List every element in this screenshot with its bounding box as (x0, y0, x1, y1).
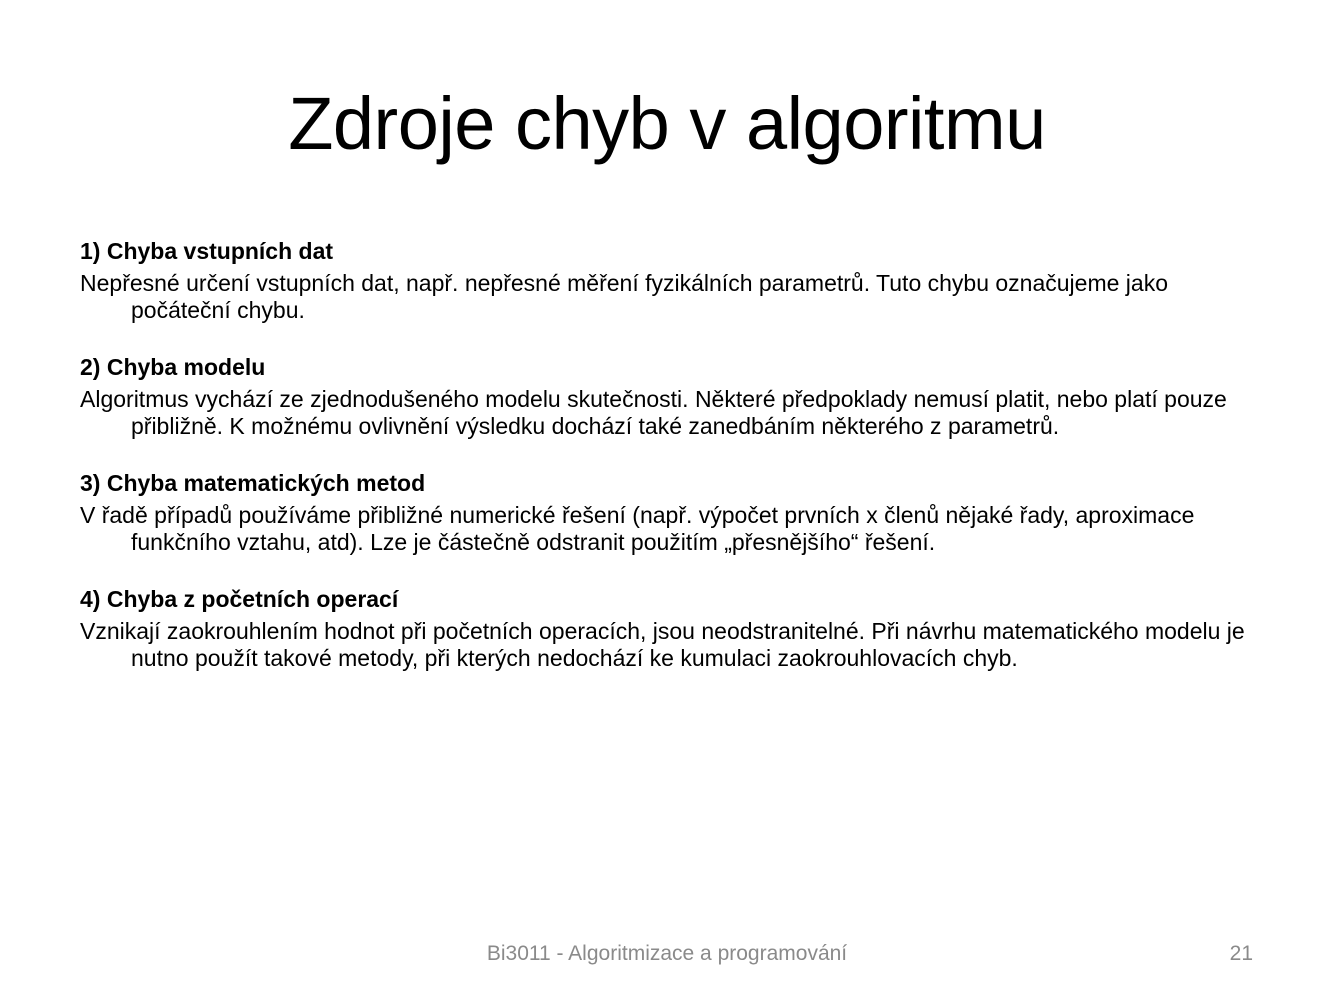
section-body: V řadě případů používáme přibližné numerické řešení (např. výpočet prvních x členů nějaké řady, aproximace funkčního vztahu, atd). Lze je částečně odstranit použitím „přesnějšího“ řešení. (80, 502, 1195, 555)
section-model-error (80, 352, 1260, 440)
section-heading: 4) Chyba z početních operací (80, 586, 399, 612)
section-body: Nepřesné určení vstupních dat, např. nepřesné měření fyzikálních parametrů. Tuto chybu označujeme jako počáteční chybu. (80, 270, 1168, 323)
section-computation-error (80, 584, 1260, 672)
page-number: 21 (1229, 942, 1253, 965)
slide-title: Zdroje chyb v algoritmu (288, 82, 1046, 165)
section-math-methods-error (80, 468, 1260, 556)
slide-content (80, 236, 1260, 700)
section-body: Vznikají zaokrouhlením hodnot při početních operacích, jsou neodstranitelné. Při návrhu matematického modelu je nutno použít takové metody, při kterých nedochází ke kumulaci zaokrouhlovacích chyb. (80, 618, 1245, 671)
footer-course-name: Bi3011 - Algoritmizace a programování (486, 942, 848, 965)
section-heading: 2) Chyba modelu (80, 354, 266, 380)
section-body: Algoritmus vychází ze zjednodušeného modelu skutečnosti. Některé předpoklady nemusí platit, nebo platí pouze přibližně. K možnému ovlivnění výsledku dochází také zanedbáním některého z parametrů. (80, 386, 1227, 439)
section-input-data-error (80, 236, 1260, 324)
section-heading: 1) Chyba vstupních dat (80, 238, 334, 264)
section-heading: 3) Chyba matematických metod (80, 470, 426, 496)
